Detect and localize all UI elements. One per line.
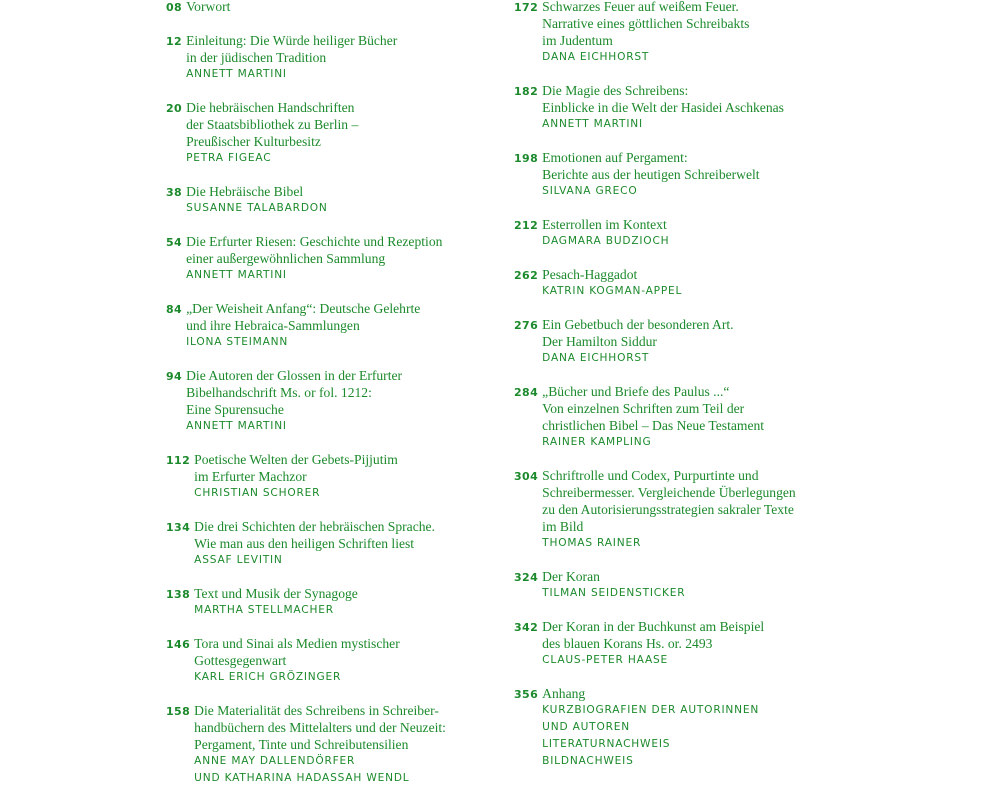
toc-entry[interactable] xyxy=(166,300,496,351)
toc-entry[interactable] xyxy=(166,367,496,435)
toc-page-number: 284 xyxy=(514,386,539,399)
toc-author: KATRIN KOGMAN-APPEL xyxy=(542,285,683,297)
toc-page-number: 262 xyxy=(514,269,539,282)
toc-page-number: 342 xyxy=(514,621,539,634)
toc-spacer xyxy=(514,367,854,383)
toc-spacer xyxy=(166,284,496,300)
toc-entry-body xyxy=(538,149,854,200)
toc-page-number: 138 xyxy=(166,588,191,601)
toc-title: Emotionen auf Pergament: Berichte aus der heutigen Schreiberwelt xyxy=(542,150,760,182)
toc-entry[interactable] xyxy=(514,568,854,602)
toc-entry-body xyxy=(538,467,854,552)
toc-page-number: 54 xyxy=(166,236,183,249)
toc-title: Ein Gebetbuch der besonderen Art. Der Hamilton Siddur xyxy=(542,317,734,349)
toc-entry-body xyxy=(538,266,854,300)
toc-entry-body xyxy=(182,300,496,351)
toc-page-number: 84 xyxy=(166,303,183,316)
toc-page-number: 12 xyxy=(166,35,183,48)
toc-spacer xyxy=(514,602,854,618)
toc-entry-body xyxy=(182,0,496,15)
toc-entry[interactable] xyxy=(514,0,854,66)
toc-spacer xyxy=(166,569,496,585)
toc-title: Die Autoren der Glossen in der Erfurter Bibelhandschrift Ms. or fol. 1212: Eine Spurensuche xyxy=(186,368,403,417)
toc-author: DANA EICHHORST xyxy=(542,51,650,63)
toc-spacer xyxy=(514,200,854,216)
toc-entry[interactable] xyxy=(514,383,854,451)
toc-right-column xyxy=(514,0,854,770)
toc-author: KURZBIOGRAFIEN DER AUTORINNEN UND AUTOREN LITERATURNACHWEIS BILDNACHWEIS xyxy=(542,704,760,767)
toc-title: Schriftrolle und Codex, Purpurtinte und Schreibermesser. Vergleichende Überlegungen zu den Autorisierungsstrategien sakraler Texte im Bild xyxy=(542,468,796,534)
toc-entry[interactable] xyxy=(514,216,854,250)
toc-entry[interactable] xyxy=(514,266,854,300)
toc-page-number: 276 xyxy=(514,319,539,332)
toc-page-number: 198 xyxy=(514,152,539,165)
toc-entry[interactable] xyxy=(166,585,496,619)
toc-entry-body xyxy=(538,383,854,451)
toc-title: Esterrollen im Kontext xyxy=(542,217,667,232)
toc-author: ANNETT MARTINI xyxy=(186,68,287,80)
toc-author: ANNETT MARTINI xyxy=(186,420,287,432)
toc-title: Der Koran in der Buchkunst am Beispiel des blauen Korans Hs. or. 2493 xyxy=(542,619,765,651)
toc-page-number: 182 xyxy=(514,85,539,98)
toc-entry-body xyxy=(538,618,854,669)
toc-title: Die Erfurter Riesen: Geschichte und Rezeption einer außergewöhnlichen Sammlung xyxy=(186,234,443,266)
toc-spacer xyxy=(514,669,854,685)
toc-entry[interactable] xyxy=(514,316,854,367)
toc-author: ANNETT MARTINI xyxy=(542,118,643,130)
toc-spacer xyxy=(166,619,496,635)
toc-title: Tora und Sinai als Medien mystischer Gottesgegenwart xyxy=(194,636,400,668)
toc-entry-body xyxy=(538,316,854,367)
toc-author: SUSANNE TALABARDON xyxy=(186,202,328,214)
toc-entry-body xyxy=(190,635,496,686)
toc-spacer xyxy=(514,133,854,149)
toc-author: ANNE MAY DALLENDÖRFER UND KATHARINA HADASSAH WENDL xyxy=(194,755,410,784)
toc-entry-body xyxy=(538,0,854,66)
toc-entry-body xyxy=(190,585,496,619)
toc-title: Die drei Schichten der hebräischen Sprache. Wie man aus den heiligen Schriften liest xyxy=(194,519,435,551)
toc-page-number: 304 xyxy=(514,470,539,483)
toc-page-number: 38 xyxy=(166,186,183,199)
toc-spacer xyxy=(166,435,496,451)
toc-author: CLAUS-PETER HAASE xyxy=(542,654,669,666)
toc-entry-body xyxy=(538,82,854,133)
toc-title: „Der Weisheit Anfang“: Deutsche Gelehrte und ihre Hebraica-Sammlungen xyxy=(186,301,421,333)
toc-author: ANNETT MARTINI xyxy=(186,269,287,281)
toc-spacer xyxy=(166,351,496,367)
toc-title: Schwarzes Feuer auf weißem Feuer. Narrative eines göttlichen Schreibakts im Judentum xyxy=(542,0,750,48)
toc-entry-body xyxy=(182,367,496,435)
toc-author: CHRISTIAN SCHORER xyxy=(194,487,321,499)
toc-spacer xyxy=(166,502,496,518)
toc-title: Anhang xyxy=(542,686,586,701)
toc-author: DANA EICHHORST xyxy=(542,352,650,364)
toc-author: TILMAN SEIDENSTICKER xyxy=(542,587,686,599)
toc-spacer xyxy=(514,66,854,82)
toc-page-number: 146 xyxy=(166,638,191,651)
toc-title: Die Materialität des Schreibens in Schreiber- handbüchern des Mittelalters und der Neuzeit: Pergament, Tinte und Schreibutensilien xyxy=(194,703,446,752)
toc-author: THOMAS RAINER xyxy=(542,537,642,549)
toc-entry[interactable] xyxy=(166,451,496,502)
toc-entry[interactable] xyxy=(166,702,496,787)
toc-entry[interactable] xyxy=(514,685,854,770)
toc-spacer xyxy=(166,217,496,233)
toc-entry[interactable] xyxy=(166,635,496,686)
toc-entry[interactable] xyxy=(166,32,496,83)
toc-author: ILONA STEIMANN xyxy=(186,336,289,348)
toc-entry-body xyxy=(182,99,496,167)
toc-page-number: 08 xyxy=(166,1,183,14)
toc-title: „Bücher und Briefe des Paulus ...“ Von einzelnen Schriften zum Teil der christlichen Bibel – Das Neue Testament xyxy=(542,384,765,433)
toc-spacer xyxy=(514,250,854,266)
toc-page-number: 112 xyxy=(166,454,191,467)
toc-author: KARL ERICH GRÖZINGER xyxy=(194,671,342,683)
toc-title: Text und Musik der Synagoge xyxy=(194,586,358,601)
toc-page-number: 20 xyxy=(166,102,183,115)
toc-spacer xyxy=(166,167,496,183)
toc-title: Poetische Welten der Gebets-Pijjutim im Erfurter Machzor xyxy=(194,452,398,484)
toc-entry-body xyxy=(538,216,854,250)
toc-author: RAINER KAMPLING xyxy=(542,436,652,448)
toc-author: ASSAF LEVITIN xyxy=(194,554,283,566)
toc-page-number: 356 xyxy=(514,688,539,701)
toc-title: Einleitung: Die Würde heiliger Bücher in der jüdischen Tradition xyxy=(186,33,398,65)
toc-entry-body xyxy=(538,685,854,770)
toc-title: Der Koran xyxy=(542,569,600,584)
toc-entry-body xyxy=(190,451,496,502)
toc-left-column xyxy=(166,0,496,787)
toc-author: SILVANA GRECO xyxy=(542,185,638,197)
toc-author: MARTHA STELLMACHER xyxy=(194,604,334,616)
toc-author: DAGMARA BUDZIOCH xyxy=(542,235,670,247)
toc-entry-body xyxy=(190,518,496,569)
toc-entry[interactable] xyxy=(166,233,496,284)
toc-entry[interactable] xyxy=(514,82,854,133)
toc-title: Vorwort xyxy=(186,0,231,14)
toc-author: PETRA FIGEAC xyxy=(186,152,272,164)
toc-title: Die hebräischen Handschriften der Staatsbibliothek zu Berlin – Preußischer Kulturbesitz xyxy=(186,100,359,149)
toc-entry-body xyxy=(182,32,496,83)
toc-entry-body xyxy=(182,183,496,217)
toc-entry-body xyxy=(538,568,854,602)
toc-entry[interactable] xyxy=(514,149,854,200)
toc-spacer xyxy=(514,300,854,316)
toc-page-number: 212 xyxy=(514,219,539,232)
toc-entry-body xyxy=(182,233,496,284)
toc-spacer xyxy=(166,16,496,32)
toc-title: Pesach-Haggadot xyxy=(542,267,638,282)
toc-title: Die Magie des Schreibens: Einblicke in die Welt der Hasidei Aschkenas xyxy=(542,83,784,115)
toc-page-number: 94 xyxy=(166,370,183,383)
toc-spacer xyxy=(514,552,854,568)
toc-entry[interactable] xyxy=(166,99,496,167)
toc-entry[interactable] xyxy=(166,0,496,16)
toc-entry[interactable] xyxy=(514,467,854,552)
toc-entry[interactable] xyxy=(166,518,496,569)
toc-page-number: 134 xyxy=(166,521,191,534)
toc-title: Die Hebräische Bibel xyxy=(186,184,304,199)
toc-page-number: 172 xyxy=(514,1,539,14)
toc-spacer xyxy=(166,686,496,702)
toc-entry[interactable] xyxy=(514,618,854,669)
toc-spacer xyxy=(166,83,496,99)
toc-entry-body xyxy=(190,702,496,787)
toc-page-number: 158 xyxy=(166,705,191,718)
toc-entry[interactable] xyxy=(166,183,496,217)
toc-page-number: 324 xyxy=(514,571,539,584)
toc-spacer xyxy=(514,451,854,467)
